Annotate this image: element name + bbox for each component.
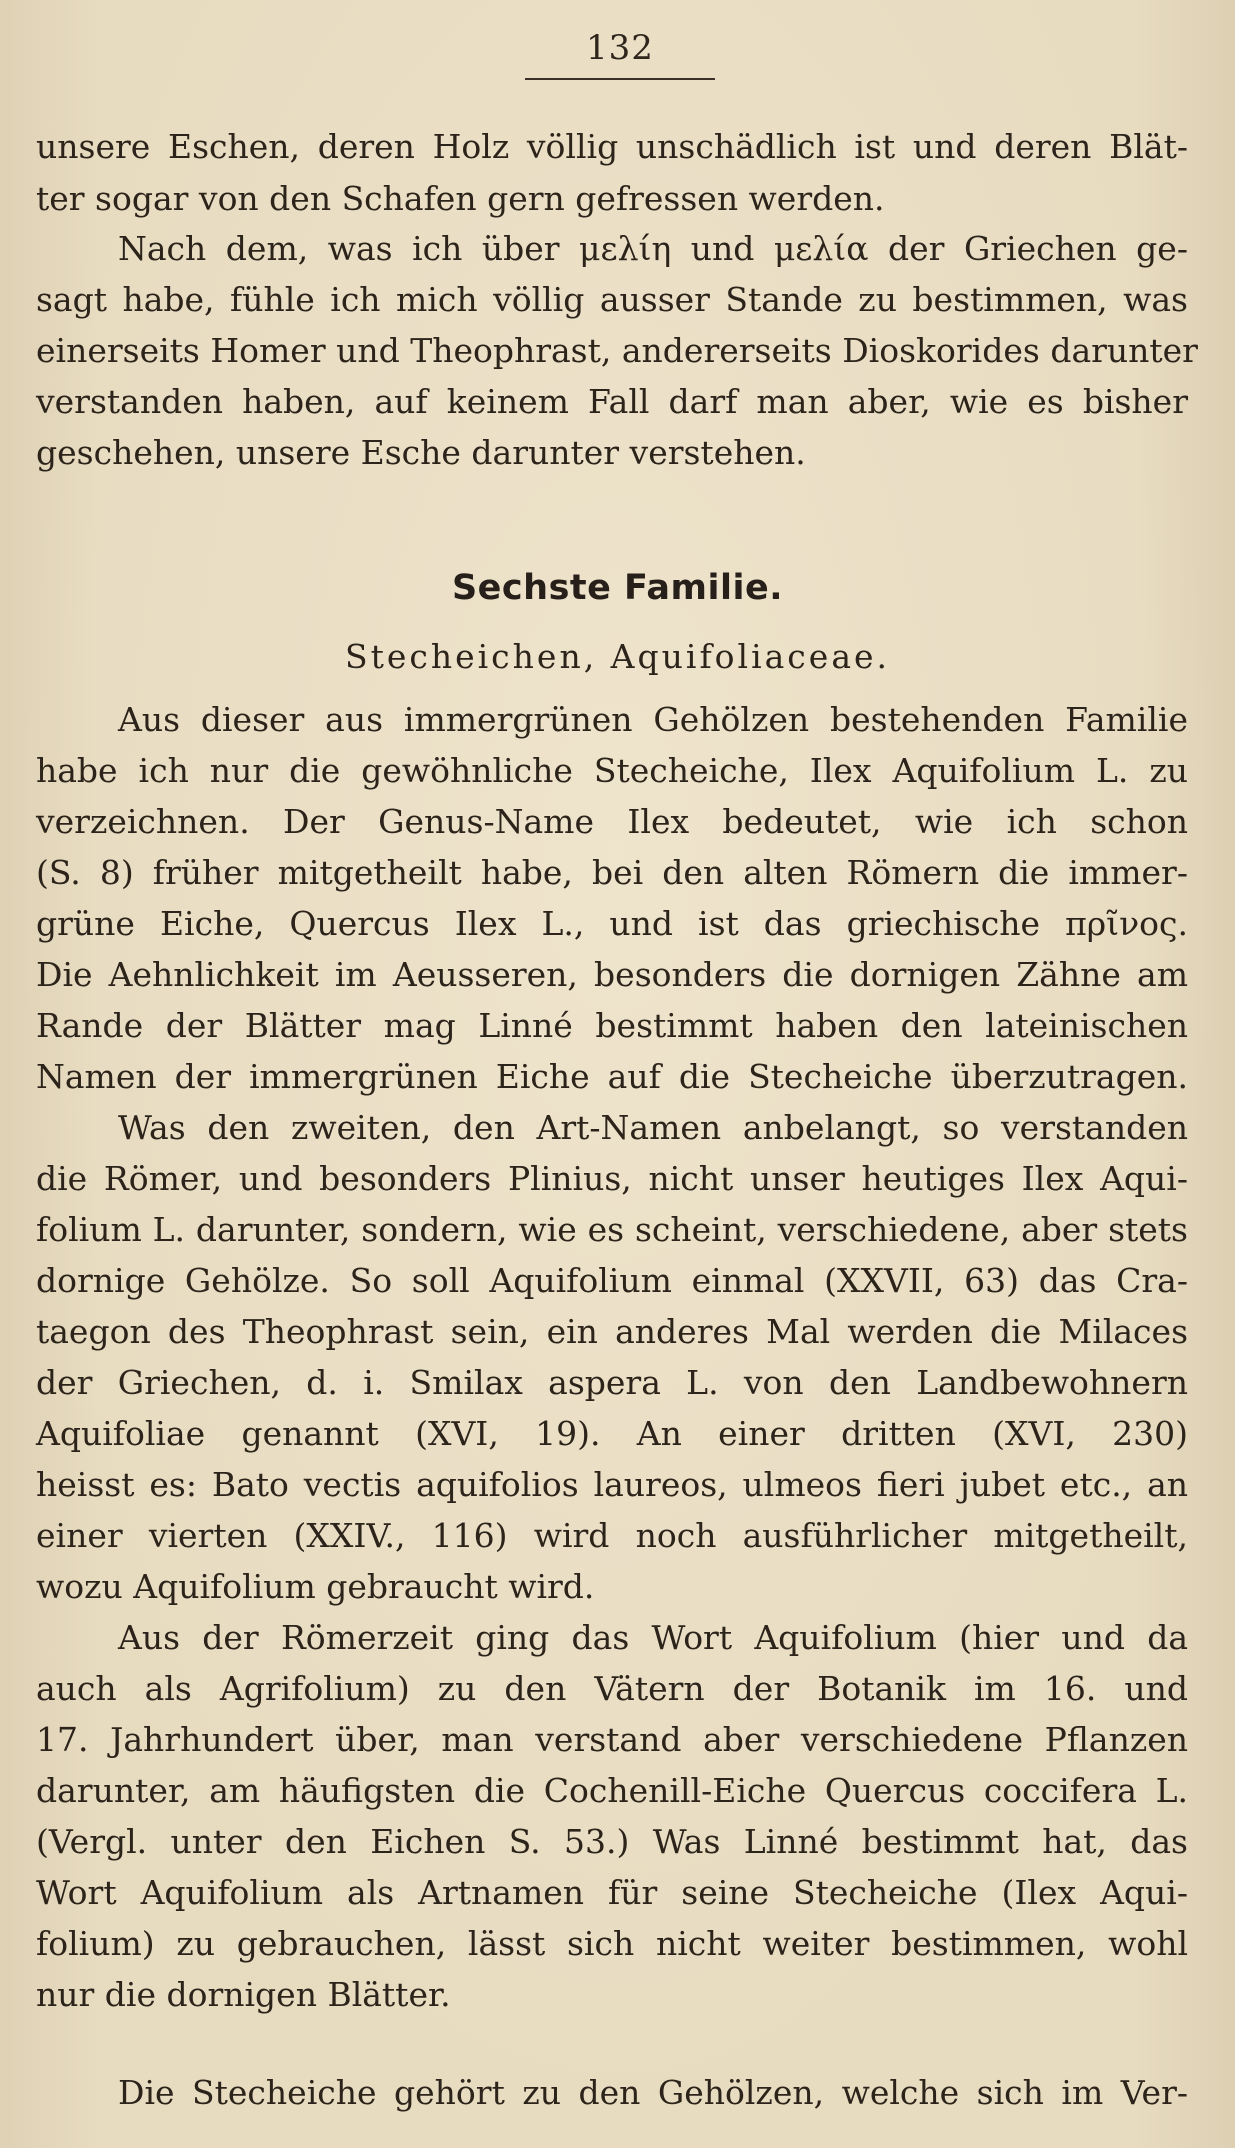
text-line: unsere Eschen, deren Holz völlig unschädlich ist und deren Blät- (36, 127, 1188, 166)
text-line: Namen der immergrünen Eiche auf die Stecheiche überzutragen. (36, 1057, 1188, 1096)
text-line: Was den zweiten, den Art-Namen anbelangt, so verstanden (118, 1108, 1188, 1147)
section-subtitle: Stecheichen, Aquifoliaceae. (344, 637, 891, 676)
text-line: grüne Eiche, Quercus Ilex L., und ist das griechische πρῖνος. (36, 904, 1188, 943)
text-line: heisst es: Bato vectis aquifolios laureos, ulmeos fieri jubet etc., an (36, 1465, 1188, 1504)
text-line: folium) zu gebrauchen, lässt sich nicht weiter bestimmen, wohl (36, 1924, 1188, 1963)
text-line: 17. Jahrhundert über, man verstand aber verschiedene Pflanzen (36, 1720, 1188, 1759)
text-line: auch als Agrifolium) zu den Vätern der Botanik im 16. und (36, 1669, 1188, 1708)
text-line: (S. 8) früher mitgetheilt habe, bei den alten Römern die immer- (36, 853, 1188, 892)
text-line: einerseits Homer und Theophrast, andererseits Dioskorides darunter (36, 331, 1198, 370)
text-line: dornige Gehölze. So soll Aquifolium einmal (XXVII, 63) das Cra- (36, 1261, 1188, 1300)
text-line: die Römer, und besonders Plinius, nicht unser heutiges Ilex Aqui- (36, 1159, 1188, 1198)
text-line: ter sogar von den Schafen gern gefressen werden. (36, 179, 885, 218)
header-rule (525, 78, 715, 80)
text-line: Aquifoliae genannt (XVI, 19). An einer dritten (XVI, 230) (36, 1414, 1188, 1453)
text-line: Wort Aquifolium als Artnamen für seine Stecheiche (Ilex Aqui- (36, 1873, 1188, 1912)
section-title: Sechste Familie. (451, 568, 784, 608)
text-line: Aus der Römerzeit ging das Wort Aquifolium (hier und da (118, 1618, 1188, 1657)
text-line: folium L. darunter, sondern, wie es scheint, verschiedene, aber stets (36, 1210, 1188, 1249)
text-line: verzeichnen. Der Genus-Name Ilex bedeutet, wie ich schon (36, 802, 1188, 841)
text-line: taegon des Theophrast sein, ein anderes Mal werden die Milaces (36, 1312, 1188, 1351)
text-line: Die Aehnlichkeit im Aeusseren, besonders die dornigen Zähne am (36, 955, 1188, 994)
text-line: der Griechen, d. i. Smilax aspera L. von den Landbewohnern (36, 1363, 1188, 1402)
text-line: sagt habe, fühle ich mich völlig ausser Stande zu bestimmen, was (36, 280, 1188, 319)
text-line: (Vergl. unter den Eichen S. 53.) Was Linné bestimmt hat, das (36, 1822, 1188, 1861)
text-line: Die Stecheiche gehört zu den Gehölzen, welche sich im Ver- (118, 2073, 1188, 2112)
text-line: wozu Aquifolium gebraucht wird. (36, 1567, 595, 1606)
text-line: nur die dornigen Blätter. (36, 1975, 451, 2014)
text-line: einer vierten (XXIV., 116) wird noch ausführlicher mitgetheilt, (36, 1516, 1188, 1555)
page-number: 132 (586, 28, 654, 68)
text-line: Rande der Blätter mag Linné bestimmt haben den lateinischen (36, 1006, 1188, 1045)
text-line: darunter, am häufigsten die Cochenill-Eiche Quercus coccifera L. (36, 1771, 1188, 1810)
text-line: Nach dem, was ich über μελίη und μελία der Griechen ge- (118, 229, 1188, 268)
text-line: geschehen, unsere Esche darunter verstehen. (36, 433, 806, 472)
text-line: verstanden haben, auf keinem Fall darf man aber, wie es bisher (36, 382, 1188, 421)
text-line: habe ich nur die gewöhnliche Stecheiche, Ilex Aquifolium L. zu (36, 751, 1188, 790)
text-line: Aus dieser aus immergrünen Gehölzen bestehenden Familie (118, 700, 1188, 739)
